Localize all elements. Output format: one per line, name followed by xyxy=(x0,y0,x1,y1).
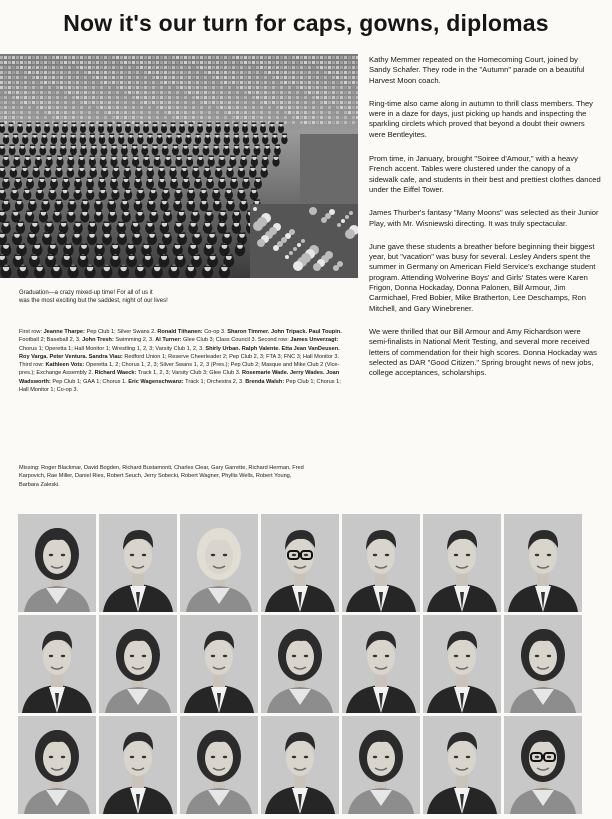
row-label: Second row: xyxy=(257,337,289,344)
student-name: Roy Varga. xyxy=(19,353,48,360)
student-portrait xyxy=(504,716,582,814)
student-name: Jerry Wades. xyxy=(289,370,325,377)
student-name: Ronald Tiihanen: xyxy=(157,329,203,335)
student-portrait xyxy=(18,716,96,814)
student-activities: Chorus 1; Operetta 1; Hall Monitor 1; Wrestling 1, 2, 3; Varsity Club 1, 2, 3. xyxy=(19,345,206,352)
student-name: James Unverzagt: xyxy=(290,337,339,344)
student-name: Jeanne Tharpe: xyxy=(43,329,85,335)
student-portrait xyxy=(504,615,582,713)
student-name: John Tresh: xyxy=(82,337,114,344)
page-title: Now it's our turn for caps, gowns, diplomas xyxy=(63,10,549,36)
student-activities: Redford Union 1; Reserve Cheerleader 2; Pep Club 2, 3; FTA 3; FNC 3; Hall Monitor 3. xyxy=(122,353,340,360)
student-name: Paul Toupin. xyxy=(308,329,342,335)
student-name: Shirly Urban. xyxy=(205,345,241,352)
student-portrait xyxy=(18,514,96,612)
article-paragraph-4: James Thurber's fantasy "Many Moons" was selected as their Junior Play, with Mr. Wisniewski directing. It was truly spectacular. xyxy=(369,208,599,228)
student-portrait xyxy=(261,514,339,612)
name-identification xyxy=(19,328,351,394)
student-activities: Track 1, 2, 3; Varsity Club 3; Glee Club 3. xyxy=(136,370,242,377)
student-portrait xyxy=(180,514,258,612)
caption-line-2: was the most exciting but the saddest, night of our lives! xyxy=(19,298,168,305)
student-name: Kathleen Vots: xyxy=(45,362,85,369)
student-portrait xyxy=(99,514,177,612)
article-paragraph-1: Kathy Memmer repeated on the Homecoming Court, joined by Sandy Schafer. They rode in the "Autumn" parade on a beautiful Harvest Moon coach. xyxy=(369,55,585,85)
graduation-photo xyxy=(0,54,358,278)
photo-caption xyxy=(19,289,351,305)
student-portrait xyxy=(99,615,177,713)
student-activities: Swimming 2, 3. xyxy=(113,337,156,344)
row-label: First row: xyxy=(19,329,42,335)
student-portrait xyxy=(342,716,420,814)
student-name: Eric Wagenschwanz: xyxy=(128,378,184,385)
student-name: Richard Waeck: xyxy=(94,370,137,377)
student-portrait xyxy=(99,716,177,814)
student-name: Ralph Valente. xyxy=(241,345,280,352)
student-portrait xyxy=(342,615,420,713)
student-activities: Glee Club 3; Class Council 3. xyxy=(181,337,257,344)
caption-line-1: Graduation—a crazy mixed-up time! For all of us it xyxy=(19,290,153,296)
student-name: Joan Wadsworth: xyxy=(19,370,340,385)
student-activities: Pep Club 1; Chorus 1; Hall Monitor 1; Co-op 3. xyxy=(19,378,341,394)
student-name: Peter Ventura. xyxy=(49,353,88,360)
graduation-crowd-image xyxy=(0,54,358,278)
student-activities: Co-op 3. xyxy=(202,329,228,335)
article-paragraph-2: Ring-time also came along in autumn to thrill class members. They were in a daze for days, just picking up hands and inspecting the sparkling circlets which proved that beyond a doubt their owners were Bentleyites. xyxy=(369,98,593,139)
article-column xyxy=(369,55,601,391)
student-portrait xyxy=(261,615,339,713)
student-name: John Tripack. xyxy=(270,329,308,335)
article-paragraph-5: June gave these students a breather before beginning their biggest year, but "vacation" was busy for several. Lesley Anders spent the summer in Germany on American Field Service's exchange student program. Attending Wolverine Boys' and Girls' States were Karen Frigon, Donna Hockaday, Donna Palonen, Bill Armour, Jim Carmichael, Fred Bobier, Mike Bratherton, Lee Deschamps, Ron Mitchell, and Gary Winebrener. xyxy=(369,241,596,313)
student-portrait xyxy=(423,716,501,814)
article-paragraph-6: We were thrilled that our Bill Armour and Amy Richardson were semi-finalists in National Merit Testing, and several more received letters of commendation for their high scores. Donna Hockaday was selected as DAR "Good Citizen." Spring brought news of new jobs, college acceptances, scholarships. xyxy=(369,326,597,378)
student-name: Etta Jean VanDeusen. xyxy=(281,345,340,352)
student-portrait xyxy=(18,615,96,713)
student-portrait xyxy=(180,716,258,814)
missing-names: Roger Blackmar, David Bogden, Richard Bustamonti, Charles Clear, Gary Garrette, Richard Herman, Fred Karpovich, Rae Miller, Daniel Ries, Robert Seuch, Jerry Sobecki, Robert Wagner, Phyllis Wells, Robert Young, Barbara Zaleski. xyxy=(19,465,304,488)
student-name: Brenda Walsh: xyxy=(245,378,285,385)
portrait-grid xyxy=(18,514,582,814)
student-activities: Football 2; Baseball 2, 3. xyxy=(19,337,83,344)
student-name: Sharon Timmer. xyxy=(227,329,270,335)
row-label: Third row: xyxy=(19,362,44,369)
student-activities: Pep Club 1; GAA 1; Chorus 1. xyxy=(50,378,129,385)
missing-label: Missing: xyxy=(19,465,40,471)
student-portrait xyxy=(261,716,339,814)
student-portrait xyxy=(504,514,582,612)
student-portrait xyxy=(423,514,501,612)
student-activities: Pep Club 1; Silver Swans 2. xyxy=(84,329,158,335)
student-activities: Track 1; Orchestra 2, 3. xyxy=(183,378,246,385)
third-row-names xyxy=(19,362,341,393)
missing-list xyxy=(19,464,309,489)
student-activities: Operetta 1, 2; Chorus 1, 2, 3; Silver Swans 1, 2, 3 (Pres.); Pep Club 2; Masque and Mike Club 2 (Vice-pres.); Exchange Assembly 2. xyxy=(19,362,340,377)
student-name: Al Turner: xyxy=(155,337,182,344)
student-portrait xyxy=(423,615,501,713)
student-portrait xyxy=(180,615,258,713)
third-row-block xyxy=(19,362,341,393)
student-portrait xyxy=(342,514,420,612)
article-paragraph-3: Prom time, in January, brought "Soiree d'Amour," with a heavy French accent. Tables were clustered under the canopy of a sidewalk cafe, and students in their best and prettiest clothes danced under the Eiffel Tower. xyxy=(369,154,601,194)
student-name: Rosemarie Wade. xyxy=(241,370,289,377)
student-name: Sandra Viau: xyxy=(88,353,123,360)
